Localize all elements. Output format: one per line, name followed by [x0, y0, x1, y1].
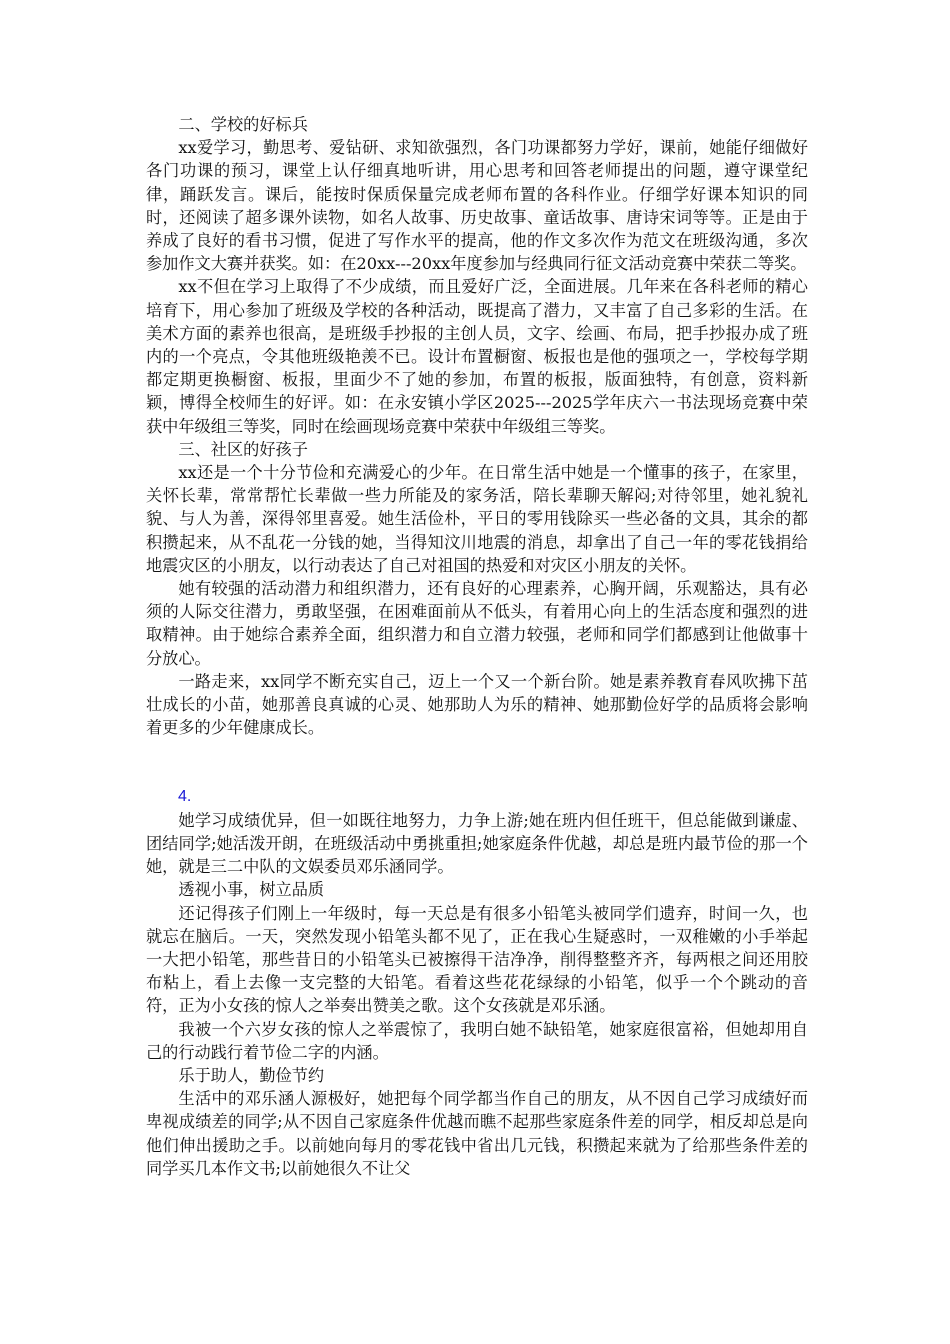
section-divider-space [146, 739, 808, 785]
subsection-1-paragraph: 我被一个六岁女孩的惊人之举震惊了，我明白她不缺铅笔，她家庭很富裕，但她却用自己的行动践行着节俭二字的内涵。 [146, 1019, 808, 1062]
subsection-heading-1: 透视小事，树立品质 [178, 880, 325, 900]
section-three-paragraph: xx还是一个十分节俭和充满爱心的少年。在日常生活中她是一个懂事的孩子，在家里，关怀长辈，常常帮忙长辈做一些力所能及的家务活，陪长辈聊天解闷;对待邻里，她礼貌礼貌、与人为善，深得邻里喜爱。她生活俭朴，平日的零用钱除买一些必备的文具，其余的都积攒起来，从不乱花一分钱的她，当得知汶川地震的消息，却拿出了自己一年的零花钱捐给地震灾区的小朋友，以行动表达了自己对祖国的热爱和对灾区小朋友的关怀。 [146, 463, 808, 575]
section-three-heading: 三、社区的好孩子 [178, 439, 308, 459]
section-two-paragraph: xx爱学习，勤思考、爱钻研、求知欲强烈，各门功课都努力学好，课前，她能仔细做好各门功课的预习，课堂上认仔细真地听讲，用心思考和回答老师提出的问题，遵守课堂纪律，踊跃发言。课后，能按时保质保量完成老师布置的各科作业。仔细学好课本知识的同时，还阅读了超多课外读物，如名人故事、历史故事、童话故事、唐诗宋词等等。正是由于养成了良好的看书习惯，促进了写作水平的提高，他的作文多次作为范文在班级沟通，多次参加作文大赛并获奖。如：在20xx---20xx年度参加与经典同行征文活动竞赛中荣获二等奖。 [146, 138, 808, 274]
section-two-paragraph: xx不但在学习上取得了不少成绩，而且爱好广泛，全面进展。几年来在各科老师的精心培育下，用心参加了班级及学校的各种活动，既提高了潜力，又丰富了自己多彩的生活。在美术方面的素养也很高，是班级手抄报的主创人员，文字、绘画、布局，把手抄报办成了班内的一个亮点，令其他班级艳羡不已。设计布置橱窗、板报也是他的强项之一，学校每学期都定期更换橱窗、板报，里面少不了她的参加，布置的板报，版面独特，有创意，资料新颖，博得全校师生的好评。如：在永安镇小学区2025---2025学年庆六一书法现场竞赛中荣获中年级组三等奖，同时在绘画现场竞赛中荣获中年级组三等奖。 [146, 277, 808, 436]
document-page [146, 113, 808, 1180]
section-four-number: 4. [178, 788, 192, 806]
section-three-paragraph: 她有较强的活动潜力和组织潜力，还有良好的心理素养，心胸开阔，乐观豁达，具有必须的人际交往潜力，勇敢坚强，在困难面前从不低头，有着用心向上的生活态度和强烈的进取精神。由于她综合素养全面，组织潜力和自立潜力较强，老师和同学们都感到让他做事十分放心。 [146, 579, 808, 668]
section-two-heading: 二、学校的好标兵 [178, 115, 308, 134]
subsection-heading-2: 乐于助人，勤俭节约 [178, 1065, 325, 1085]
subsection-1-paragraph: 还记得孩子们刚上一年级时，每一天总是有很多小铅笔头被同学们遗弃，时间一久，也就忘在脑后。一天，突然发现小铅笔头都不见了，正在我心生疑惑时，一双稚嫩的小手举起一大把小铅笔，那些昔日的小铅笔头已被擦得干洁净净，削得整整齐齐，每两根之间还用胶布粘上，看上去像一支完整的大铅笔。看着这些花花绿绿的小铅笔，似乎一个个跳动的音符，正为小女孩的惊人之举奏出赞美之歌。这个女孩就是邓乐涵。 [146, 903, 808, 1016]
section-four-intro: 她学习成绩优异，但一如既往地努力，力争上游;她在班内但任班干，但总能做到谦虚、团结同学;她活泼开朗，在班级活动中勇挑重担;她家庭条件优越，却总是班内最节俭的那一个她，就是三二中队的文娱委员邓乐涵同学。 [146, 810, 808, 877]
section-three-paragraph: 一路走来，xx同学不断充实自己，迈上一个又一个新台阶。她是素养教育春风吹拂下茁壮成长的小苗，她那善良真诚的心灵、她那助人为乐的精神、她那勤俭好学的品质将会影响着更多的少年健康成长。 [146, 671, 808, 738]
subsection-2-paragraph: 生活中的邓乐涵人源极好，她把每个同学都当作自己的朋友，从不因自己学习成绩好而卑视成绩差的同学;从不因自己家庭条件优越而瞧不起那些家庭条件差的同学，相反却总是向他们伸出援助之手。以前她向每月的零花钱中省出几元钱，积攒起来就为了给那些条件差的同学买几本作文书;以前她很久不让父 [146, 1089, 808, 1178]
